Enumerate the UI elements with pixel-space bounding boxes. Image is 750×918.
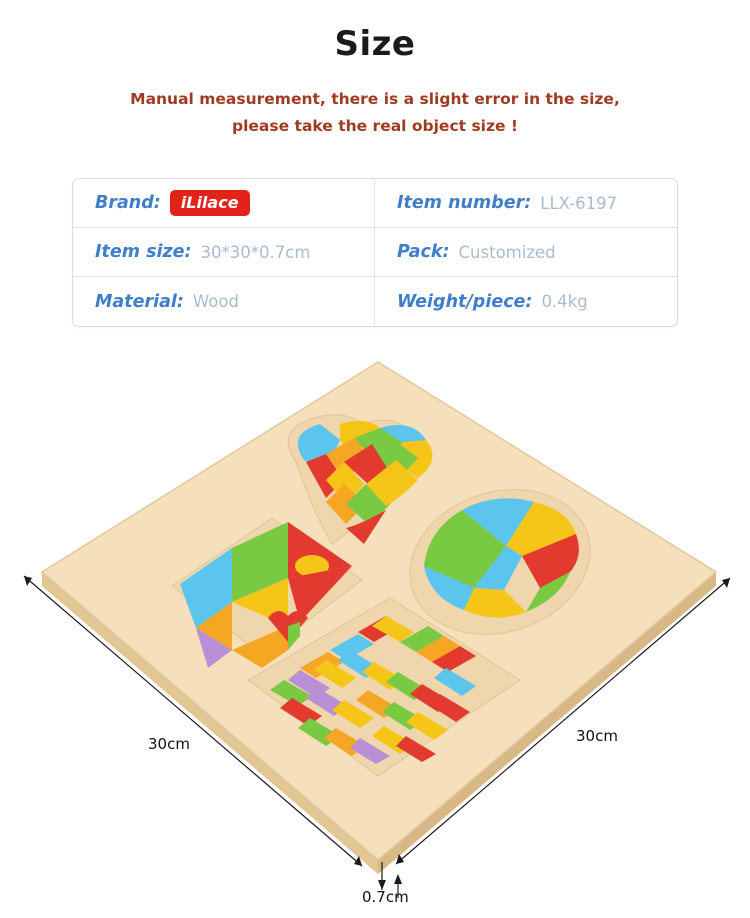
page-title: Size — [334, 24, 416, 64]
brand-badge: iLilace — [170, 190, 250, 216]
spec-label-item-number: Item number: — [397, 193, 532, 213]
spec-label-material: Material: — [95, 291, 184, 312]
spec-value-pack: Customized — [458, 242, 556, 262]
spec-cell-item-number — [375, 179, 677, 227]
spec-value-weight: 0.4kg — [541, 292, 588, 311]
spec-cell-brand — [73, 179, 375, 227]
dimension-label-thickness: 0.7cm — [362, 888, 409, 906]
spec-table — [72, 178, 678, 327]
dimension-label-left: 30cm — [148, 735, 190, 753]
dimension-label-right: 30cm — [576, 727, 618, 745]
spec-value-item-size: 30*30*0.7cm — [200, 242, 311, 262]
spec-value-item-number: LLX-6197 — [540, 193, 618, 213]
product-image — [0, 350, 750, 918]
spec-row — [73, 228, 677, 277]
spec-value-material: Wood — [192, 292, 239, 311]
measurement-note-line2: please take the real object size ! — [232, 117, 518, 135]
spec-cell-weight — [375, 277, 677, 326]
measurement-note — [0, 86, 750, 140]
spec-label-brand: Brand: — [95, 193, 161, 213]
spec-cell-material — [73, 277, 375, 326]
spec-label-pack: Pack: — [397, 242, 450, 262]
spec-label-weight: Weight/piece: — [397, 291, 533, 312]
puzzle-board-illustration — [0, 350, 750, 918]
spec-cell-pack — [375, 228, 677, 276]
spec-row — [73, 277, 677, 326]
spec-label-item-size: Item size: — [95, 242, 192, 262]
spec-row — [73, 179, 677, 228]
measurement-note-line1: Manual measurement, there is a slight error in the size, — [130, 90, 620, 108]
spec-cell-item-size — [73, 228, 375, 276]
